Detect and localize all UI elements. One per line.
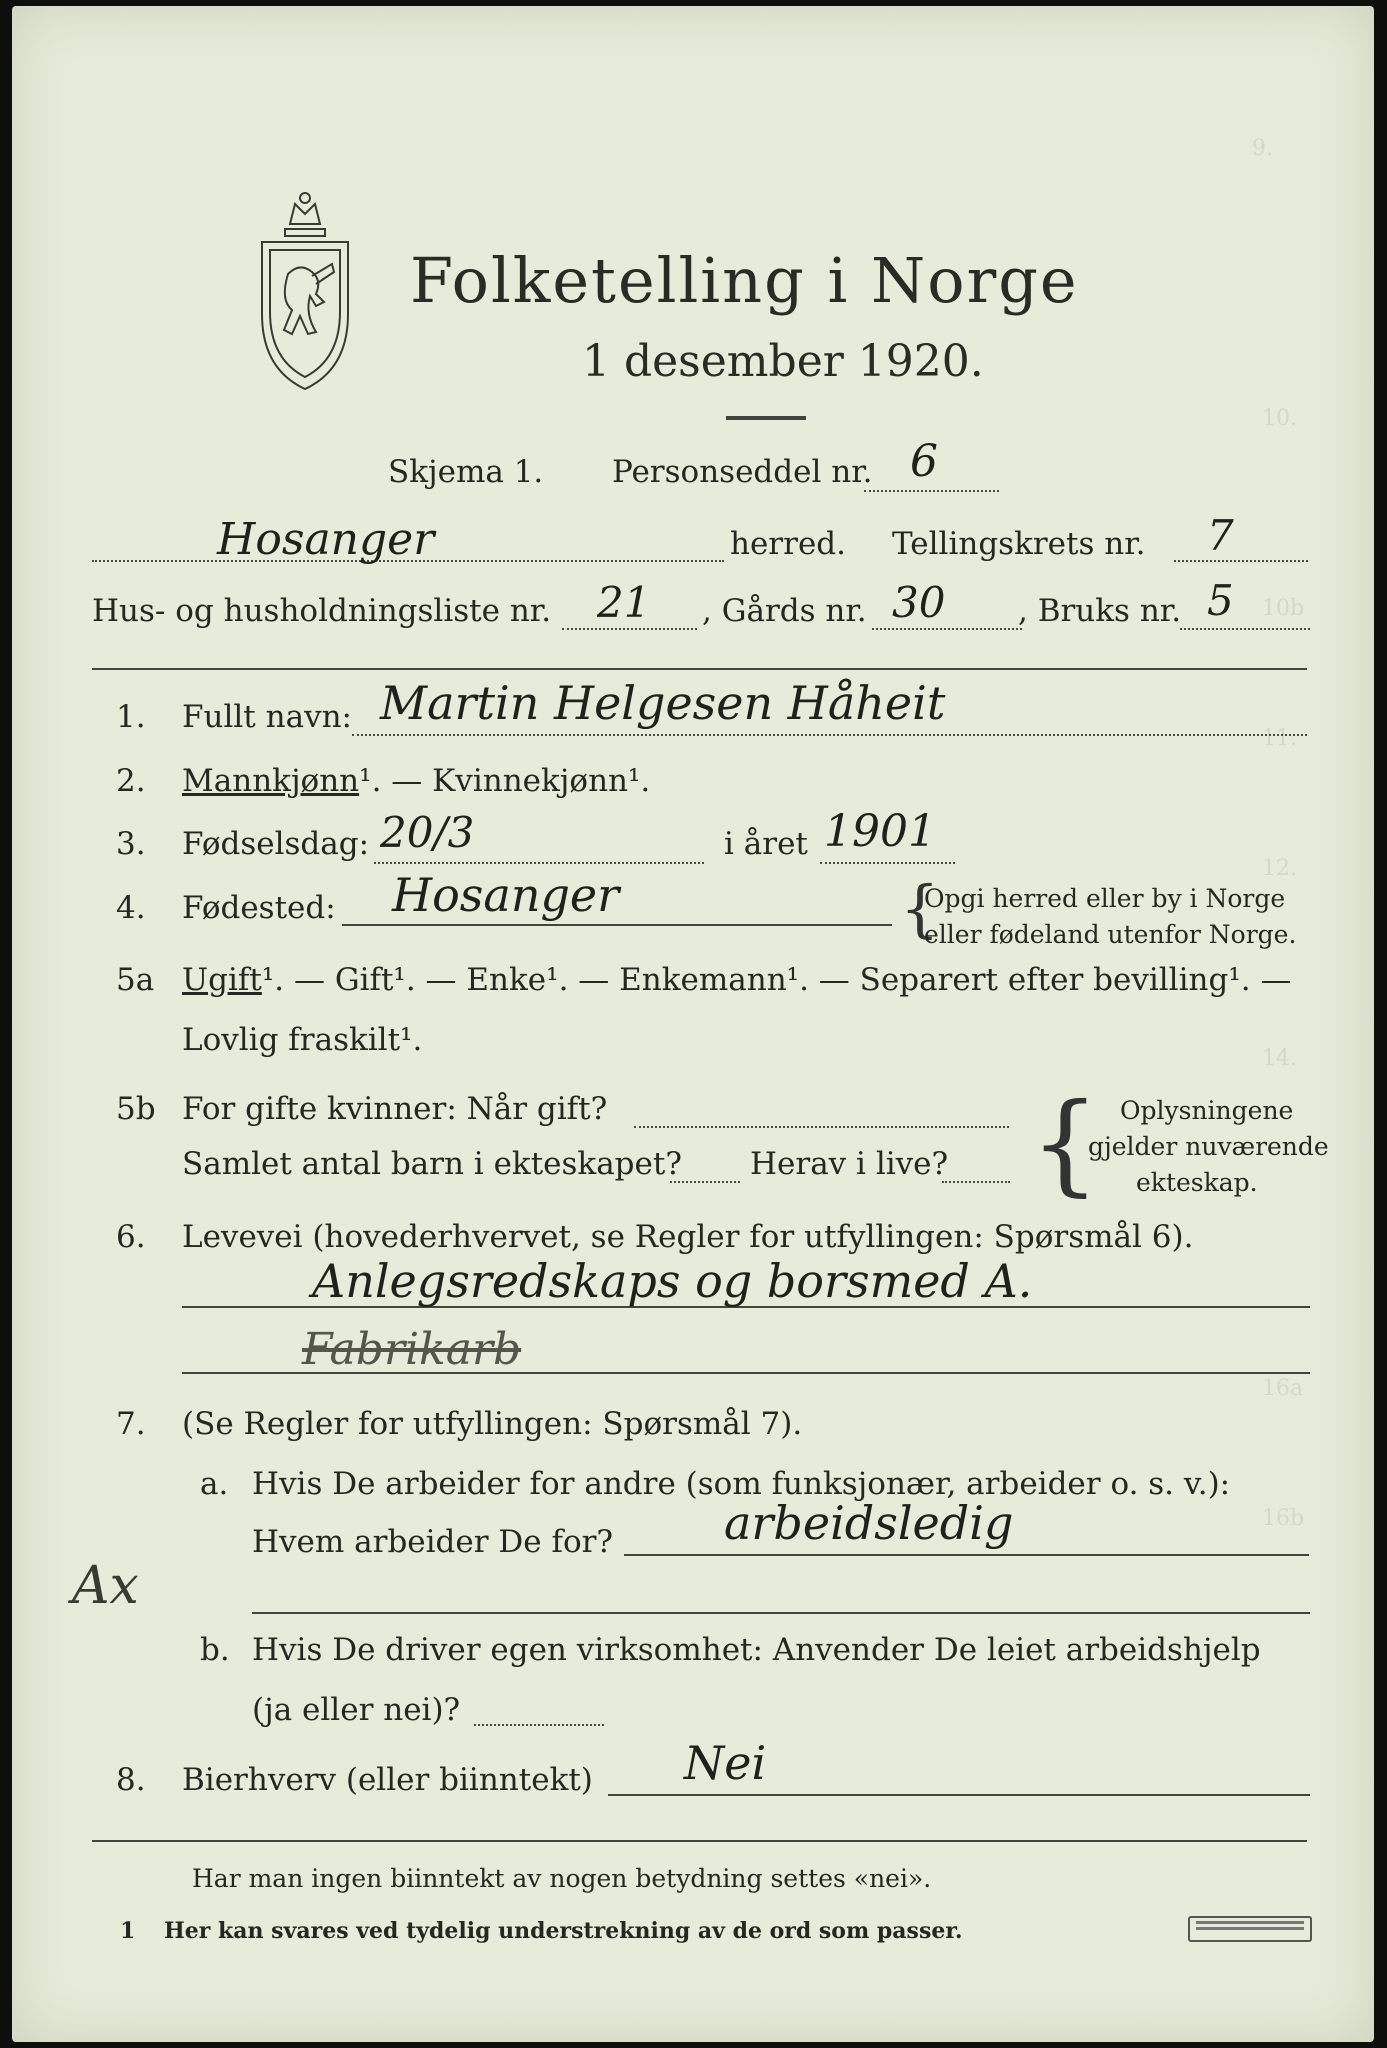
bruks-label: , Bruks nr. [1018, 593, 1182, 629]
sex-options [182, 763, 650, 799]
q6-number: 6. [116, 1219, 146, 1255]
q5a-number: 5a [116, 962, 155, 998]
q4-label: Fødested: [182, 890, 336, 926]
sex-rest: ¹. — Kvinnekjønn¹. [359, 763, 651, 799]
husliste-field[interactable] [562, 628, 697, 630]
employer-value: arbeidsledig [724, 1496, 1014, 1550]
q6-label: Levevei (hovederhvervet, se Regler for utfyllingen: Spørsmål 6). [182, 1219, 1194, 1255]
census-form: 9. 10. 10b 11. 12. 14. 16a 16b Folketelling i Norge 1 desember 1920. Skjema 1. Personseddel nr. 6 Hosanger herred. Tellingskrets nr. 7 Hus- og husholdningsliste nr. 21 , Gårds nr. 30 , Bruks nr. 5 1. Fullt navn: Martin Helgesen Håheit 2. Mannkjønn¹. — Kvinnekjønn¹. 3. Fødselsdag: 20/3 i året 1901 4. Fødested: Hosanger { Opgi herred eller by i Norge eller fødeland utenfor Norge. 5a Ugift¹. — Gift¹. — Enke¹. — Enkemann¹. — Separert efter bevilling¹. — Lovlig fraskilt¹. 5b For gifte kvinner: Når gift? Samlet antal barn i ekteskapet? Herav i live? { Oplysningene gjelder nuværende ekteskap. 6. Levevei (hovederhvervet, se Regler for utfyllingen: Spørsmål 6). Anlegsredskaps og borsmed A. Fabrikarb 7. (Se Regler for utfyllingen: Spørsmål 7). a. Hvis De arbeider for andre (som funksjonær, arbeider o. s. v.): Hvem arbeider De for? arbeidsledig Ax b. Hvis De driver egen virksomhet: Anvender De leiet arbeidshjelp (ja eller nei)? 8. Bierhverv (eller biinntekt) Nei Har man ingen biinntekt av nogen betydning settes «nei». 1 Her kan svares ved tydelig understrekning av de ord som passer. [12, 6, 1374, 2042]
printer-stamp-icon [1188, 1916, 1312, 1942]
personseddel-label: Personseddel nr. [612, 454, 873, 490]
q3-number: 3. [116, 826, 146, 862]
full-name-value: Martin Helgesen Håheit [380, 676, 946, 730]
footer-note: Har man ingen biinntekt av nogen betydning settes «nei». [192, 1864, 932, 1893]
bruks-field[interactable] [1180, 628, 1310, 630]
q5b-label-3: Herav i live? [750, 1146, 949, 1182]
q2-number: 2. [116, 763, 146, 799]
occupation-value-2: Fabrikarb [302, 1324, 522, 1375]
tellingskrets-field[interactable] [1174, 560, 1308, 562]
herred-value: Hosanger [217, 514, 435, 565]
birthdate-field[interactable] [374, 862, 704, 864]
q5b-label-1: For gifte kvinner: Når gift? [182, 1091, 608, 1127]
full-name-field[interactable] [352, 734, 1307, 736]
marital-options [182, 962, 1291, 998]
footnote-text: Her kan svares ved tydelig understrekning av de ord som passer. [164, 1918, 963, 1944]
employer-field[interactable] [624, 1554, 1309, 1556]
birth-year-value: 1901 [824, 806, 936, 857]
personseddel-field[interactable] [864, 490, 999, 492]
gards-field[interactable] [872, 628, 1022, 630]
marital-rest: ¹. — Gift¹. — Enke¹. — Enkemann¹. — Separert efter bevilling¹. — [261, 962, 1292, 998]
occupation-value-1: Anlegsredskaps og borsmed A. [312, 1254, 1033, 1308]
q7b-letter: b. [200, 1632, 230, 1668]
footer-rule [92, 1840, 1307, 1842]
male-option[interactable]: Mannkjønn [182, 763, 360, 799]
q7-label: (Se Regler for utfyllingen: Spørsmål 7). [182, 1406, 803, 1442]
children-total-field[interactable] [670, 1181, 740, 1183]
q8-label: Bierhverv (eller biinntekt) [182, 1762, 593, 1798]
personseddel-value: 6 [910, 436, 938, 487]
q7b-label-2: (ja eller nei)? [252, 1692, 461, 1728]
birthplace-field[interactable] [342, 924, 892, 926]
section-rule [92, 668, 1307, 670]
marriage-brace: { [1030, 1079, 1100, 1207]
q5b-number: 5b [116, 1091, 156, 1127]
title-rule [726, 416, 806, 420]
marriage-note-2: gjelder nuværende [1088, 1132, 1329, 1161]
birth-year-label: i året [724, 826, 808, 862]
side-income-field[interactable] [608, 1794, 1310, 1796]
q7b-label-1: Hvis De driver egen virksomhet: Anvender De leiet arbeidshjelp [252, 1632, 1261, 1668]
bruks-value: 5 [1207, 576, 1234, 625]
employer-field-2[interactable] [252, 1612, 1310, 1614]
q5b-label-2: Samlet antal barn i ekteskapet? [182, 1146, 682, 1182]
birth-year-field[interactable] [820, 862, 955, 864]
schema-label: Skjema 1. [388, 454, 544, 490]
q1-label: Fullt navn: [182, 699, 352, 735]
q3-label: Fødselsdag: [182, 826, 370, 862]
children-alive-field[interactable] [942, 1181, 1010, 1183]
unmarried-option[interactable]: Ugift [182, 962, 262, 998]
tellingskrets-value: 7 [1207, 511, 1234, 560]
gards-value: 30 [892, 578, 946, 627]
marital-line-2: Lovlig fraskilt¹. [182, 1022, 423, 1058]
herred-label: herred. [730, 526, 846, 562]
married-date-field[interactable] [634, 1126, 1009, 1128]
marriage-note-3: ekteskap. [1136, 1168, 1258, 1197]
birthplace-brace: { [900, 872, 940, 945]
form-title: Folketelling i Norge [410, 244, 1079, 317]
husliste-value: 21 [597, 578, 651, 627]
q1-number: 1. [116, 699, 146, 735]
birthplace-note-1: Opgi herred eller by i Norge [924, 884, 1286, 913]
q7-number: 7. [116, 1406, 146, 1442]
footnote-mark: 1 [120, 1918, 136, 1944]
q7a-letter: a. [200, 1466, 229, 1502]
q8-number: 8. [116, 1762, 146, 1798]
coat-of-arms-icon [250, 184, 360, 394]
husliste-label: Hus- og husholdningsliste nr. [92, 593, 552, 629]
q7a-label-2: Hvem arbeider De for? [252, 1524, 614, 1560]
birthdate-value: 20/3 [380, 808, 475, 857]
tellingskrets-label: Tellingskrets nr. [892, 526, 1146, 562]
birthplace-note-2: eller fødeland utenfor Norge. [924, 920, 1297, 949]
marriage-note-1: Oplysningene [1120, 1096, 1294, 1125]
q4-number: 4. [116, 890, 146, 926]
side-income-value: Nei [684, 1736, 767, 1790]
margin-mark: Ax [72, 1556, 139, 1616]
gards-label: , Gårds nr. [702, 593, 867, 629]
birthplace-value: Hosanger [392, 868, 620, 922]
q7a-label-1: Hvis De arbeider for andre (som funksjonær, arbeider o. s. v.): [252, 1466, 1231, 1502]
hired-help-field[interactable] [474, 1724, 604, 1726]
census-date: 1 desember 1920. [582, 336, 984, 387]
